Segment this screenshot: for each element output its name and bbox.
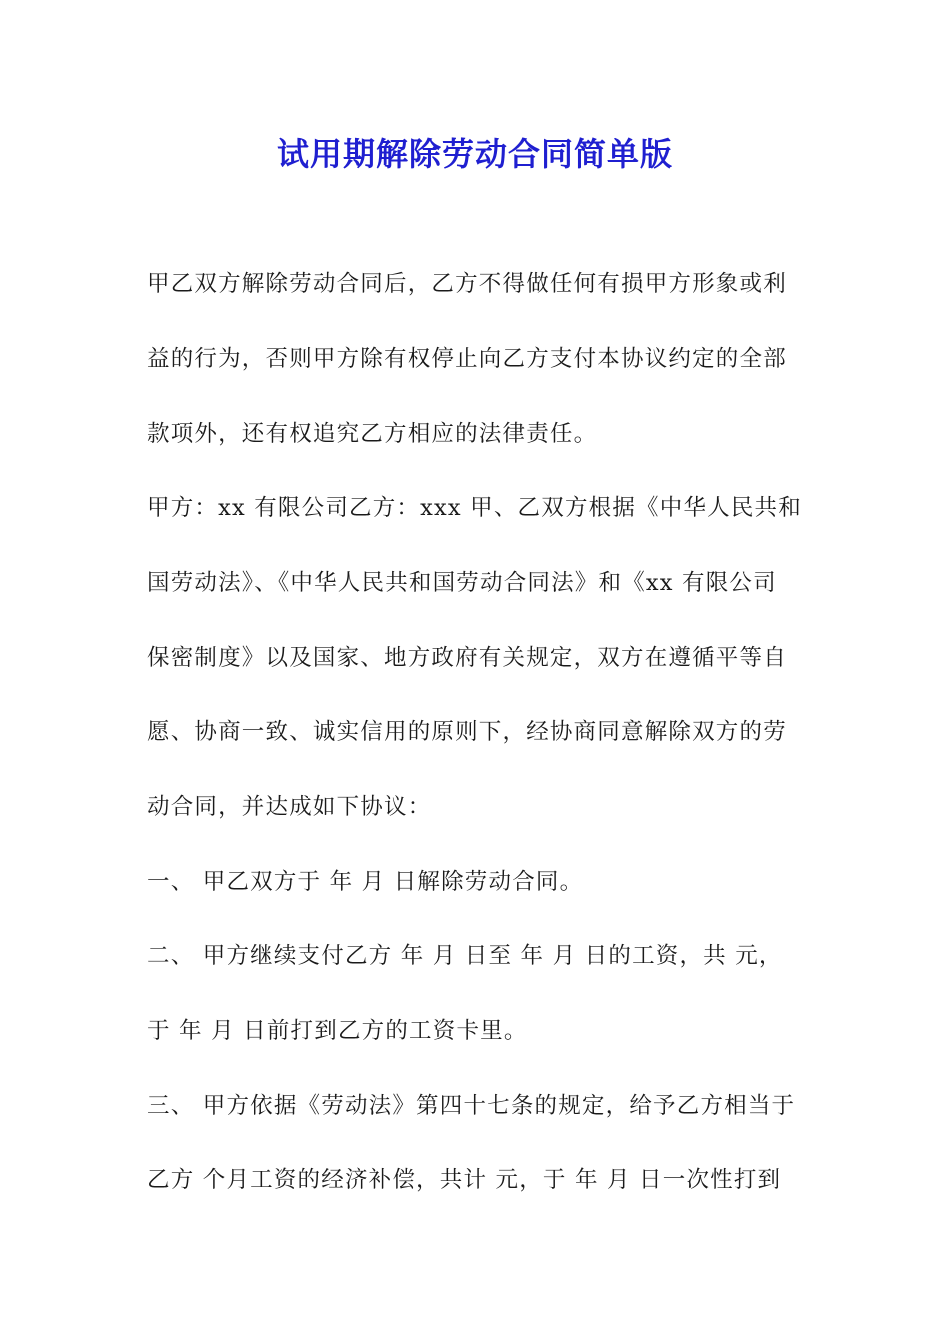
clause-line: 二、 甲方继续支付乙方 年 月 日至 年 月 日的工资，共 元， (147, 943, 783, 969)
paragraph-line: 款项外，还有权追究乙方相应的法律责任。 (147, 421, 598, 447)
clause-line: 于 年 月 日前打到乙方的工资卡里。 (147, 1018, 528, 1044)
clause-line: 三、 甲方依据《劳动法》第四十七条的规定，给予乙方相当于 (147, 1093, 796, 1119)
document-title: 试用期解除劳动合同简单版 (276, 135, 673, 173)
clause-line: 乙方 个月工资的经济补偿，共计 元，于 年 月 日一次性打到 (147, 1167, 782, 1193)
paragraph-line: 甲乙双方解除劳动合同后，乙方不得做任何有损甲方形象或利 (147, 271, 787, 297)
paragraph-line: 益的行为，否则甲方除有权停止向乙方支付本协议约定的全部 (147, 346, 787, 372)
paragraph-line: 愿、协商一致、诚实信用的原则下，经协商同意解除双方的劳 (147, 719, 787, 745)
clause-line: 一、 甲乙双方于 年 月 日解除劳动合同。 (147, 869, 584, 895)
paragraph-line: 甲方：xx 有限公司乙方：xxx 甲、乙双方根据《中华人民共和 (147, 495, 802, 521)
paragraph-line: 动合同，并达成如下协议： (147, 794, 432, 820)
paragraph-line: 国劳动法》、《中华人民共和国劳动合同法》和《xx 有限公司 (147, 570, 777, 596)
paragraph-line: 保密制度》以及国家、地方政府有关规定，双方在遵循平等自 (147, 645, 787, 671)
